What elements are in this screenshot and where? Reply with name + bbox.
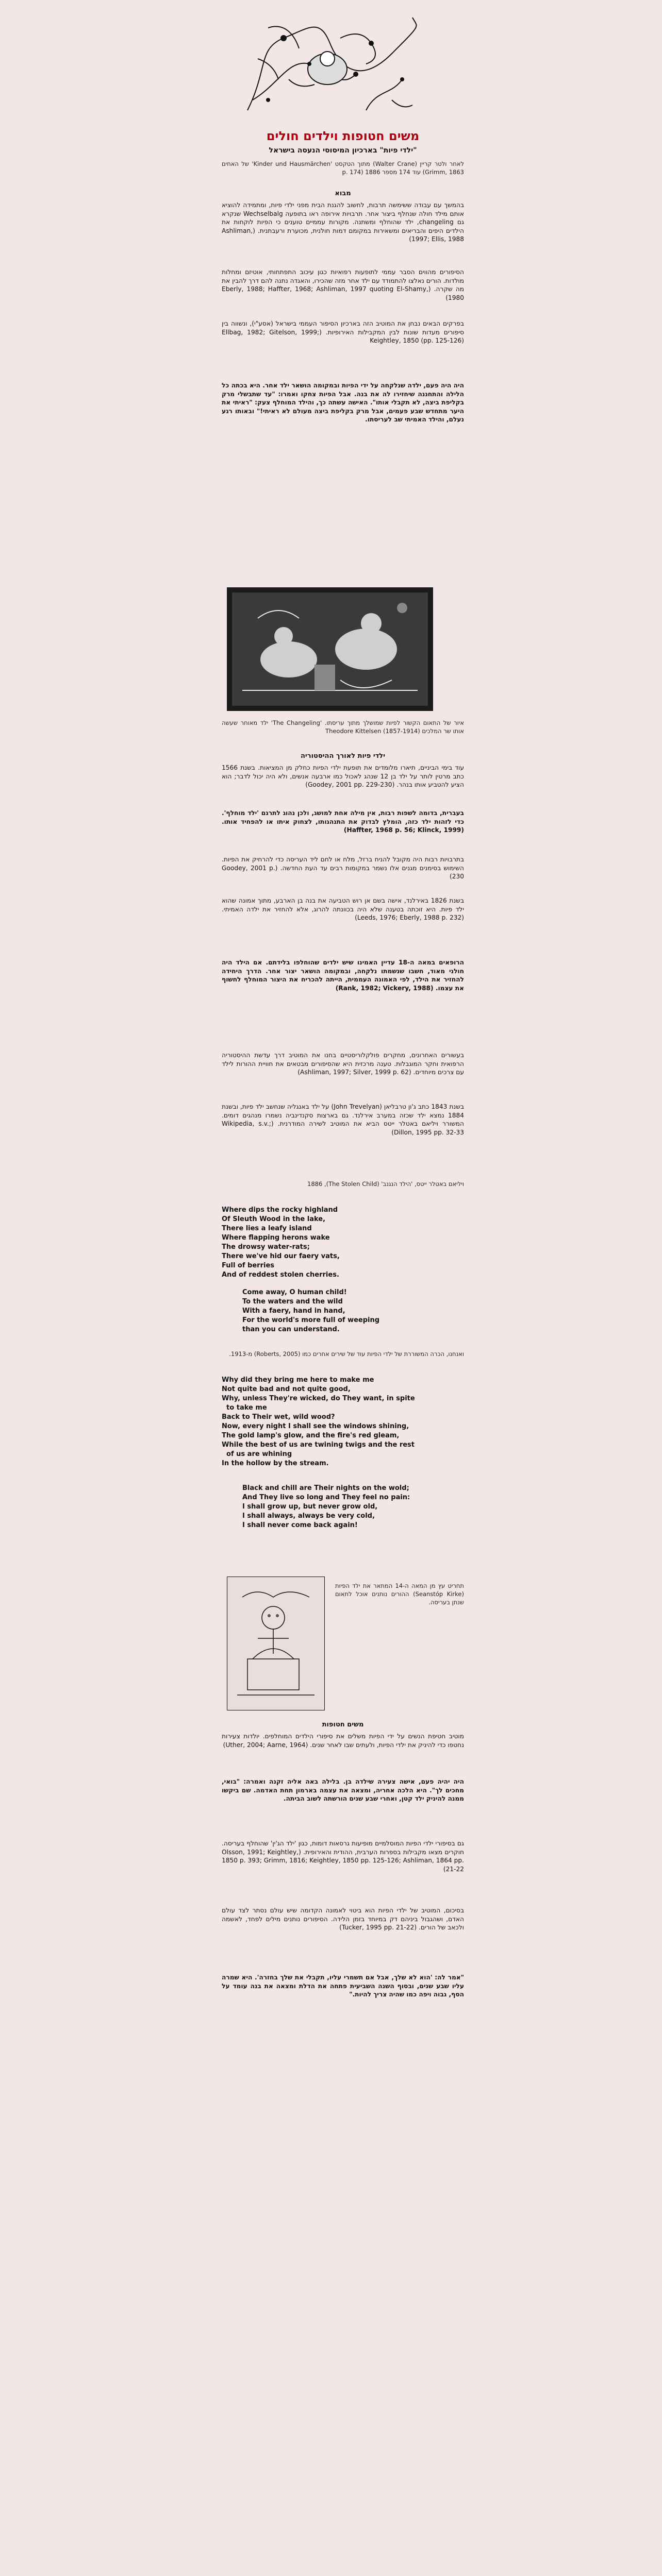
woodcut-illustration	[227, 1577, 325, 1710]
poem-2-line: Back to Their wet, wild wood?	[222, 1413, 335, 1421]
research-paragraph-2: בשנת 1843 כתב ג'ון טרבליאן (John Trevelyan) על ילד באנגליה שנחשב ילד פיות, ובשנת 1884 נמצא ילד שכזה במערב אירלנד. גם בארצות סקנדינביה נשמרו מנהגים דומים. המשורר ויליאם באטלר ייטס הביא את המוטיב לשירה המודרנית. (Wikipedia, s.v.; Dillon, 1995 pp. 32-33)	[222, 1103, 465, 1136]
poem-2-line: Why did they bring me here to make me	[222, 1376, 374, 1384]
comparison-paragraph-2: בסיכום, המוטיב של ילדי הפיות הוא ביטוי לאמונה הקדומה שיש עולם נסתר לצד עולם האדם, ושהגבול ביניהם דק במיוחד בזמן הלידה. הסיפורים נותנים מילים לפחד, לאשמה ולכאב של הורים. (Tucker, 1995 pp. 21-22)	[222, 1907, 464, 1931]
poem-2-stanza	[222, 1376, 464, 1468]
poem-2-refrain-line: I shall never come back again!	[242, 1521, 358, 1529]
poem-2-refrain-line: And They live so long and They feel no pain:	[242, 1494, 410, 1501]
research-paragraph-1: בעשורים האחרונים, מחקרים פולקלוריסטיים בחנו את המוטיב דרך עדשת ההיסטוריה הרפואית וחקר המוגבלות. טענה מרכזית היא שהסיפורים מבטאים את חוויית ההורות לילד עם צרכים מיוחדים. (Ashliman, 1997; Silver, 1999 p. 62)	[222, 1052, 464, 1076]
poem-1-line: Where dips the rocky highland	[222, 1206, 338, 1214]
history-heading: ילדי פיות לאורך ההיסטוריה	[301, 752, 385, 760]
poem-1-stanza	[222, 1206, 464, 1280]
intro-paragraph-3: בפרקים הבאים נבחן את המוטיב הזה בארכיון הסיפור העממי בישראל (אסע"י), ונשווה בין סיפורים מעדות שונות לבין המקבילות האירופיות. (Ellbag, 1982; Gitelson, 1999; Keightley, 1850 (pp. 125-126)	[222, 320, 464, 344]
poem-2-line: to take me	[222, 1404, 267, 1412]
intro-paragraph-1: בהמשך עם עבודה ששימשה תרבות, לחשוב להגנת הבית מפני ילדי פיות, ומתמידה להוציא אותם מילד חולה שנחלף ביצור אחר. תרבויות אירופה ראו בתופעה Wechselbalg שנקרא גם changeling, ילד שהוחלף ומשתנה. מקורות עממיים טוענים כי הפיות לוקחות את הילדים היפים והבריאים ומשאירות במקומם דמות חולנית, מכוערת ורעבתנית. (Ashliman, 1997; Ellis, 1988)	[222, 201, 464, 243]
intro-paragraph-2: הסיפורים מהווים הסבר עממי לתופעות רפואיות כגון עיכוב התפתחותי, אוטיזם ומחלות מולדות. הורים נאלצו להתמודד עם ילד אחר מזה שהכירו, והאגדה נתנה להם דרך להבין את מה שקרה. (Eberly, 1988; Haffter, 1968; Ashliman, 1997 quoting El-Shamy, 1980)	[222, 268, 464, 301]
poem-2-line: Not quite bad and not quite good,	[222, 1385, 351, 1393]
poem-2-line: In the hollow by the stream.	[222, 1460, 329, 1467]
poem-2-line: of us are whining	[222, 1450, 292, 1458]
poem-1-refrain-line: To the waters and the wild	[242, 1298, 343, 1306]
poem-1-refrain-line: For the world's more full of weeping	[242, 1316, 380, 1324]
poem-1-caption: ויליאם באטלר ייטס, 'הילד הנגנב' (The Stolen Child), 1886	[307, 1180, 464, 1188]
quote-1: היה היה פעם, ילדה שנלקחה על ידי הפיות ובמקומה הושאר ילד אחר. היא בכתה כל הלילה והתחננה שיחזירו לה את בנה. אבל הפיות צחקו ואמרו: "עד שתבשלי מרק בקליפת ביצה, לא תקבלי אותו". האישה עשתה כך, והילד המוחלף צעק: "ראיתי את היער מתחדש שבע פעמים, אבל מרק בקליפת ביצה מעולם לא ראיתי!" ובאותו רגע נעלם, והילד האמיתי שב לעריסתו.	[222, 382, 464, 423]
poem-2-line: Why, unless They're wicked, do They want, in spite	[222, 1395, 415, 1402]
history-paragraph-3: בתרבויות רבות היה מקובל להניח ברזל, מלח או לחם ליד העריסה כדי להרחיק את הפיות. השימוש בסימנים מגנים אלו נשמר במקומות רבים עד העת החדשה. (Goodey, 2001 p. 230)	[222, 856, 464, 880]
poem-1-line: Full of berries	[222, 1262, 274, 1269]
changeling-illustration-caption: איור של התאום הקשור לפיות שמושלך מתוך עריסתו. 'The Changeling' ילד מאוחר שעשה אותו שר המלכים (1857-1914) Theodore Kittelsen	[222, 719, 464, 735]
history-paragraph-1: עוד בימי הביניים, תיארו מלומדים את תופעת ילדי הפיות כחלק מן המציאות. בשנת 1566 כתב מרטין לותר על ילד בן 12 שנהג לאכול כמו ארבעה אנשים, ולא היה יכול לדבר; הוא הציע להטביע אותו בנהר. (Goodey, 2001 pp. 229-230)	[222, 764, 464, 788]
history-paragraph-2: בעברית, בדומה לשפות רבות, אין מילה אחת למושג, ולכן נהוג לתרגם 'ילד מוחלף'. כדי לזהות ילד כזה, הומלץ לבדוק את התנהגותו, לצחוק איתו או להפחיד אותו. (Haffter, 1968 p. 56; Klinck, 1999)	[222, 809, 464, 834]
women-heading: משים חטופות	[322, 1721, 364, 1728]
poem-1-line: Of Sleuth Wood in the lake,	[222, 1215, 326, 1223]
poem-2-refrain-line: I shall always, always be very cold,	[242, 1512, 375, 1520]
page-subtitle: "ילדי פיות" בארכיון המיסוסי הנעסה בישראל	[269, 146, 417, 155]
poem-2-refrain-line: I shall grow up, but never grow old,	[242, 1503, 378, 1511]
women-paragraph-1: מוטיב חטיפת הנשים על ידי הפיות משלים את סיפורי הילדים המוחלפים. יולדות צעירות נחטפו כדי להיניק את ילדי הפיות, ולעתים שבו לאחר שנים. (Uther, 2004; Aarne, 1964)	[222, 1733, 464, 1749]
poem-2-refrain-line: Black and chill are Their nights on the wold;	[242, 1484, 409, 1492]
poem-1-line: The drowsy water-rats;	[222, 1243, 310, 1251]
poem-2-caption: ואנחנו, הכרה המשוררת של ילדי הפיות עוד של שירים אחרים כמו (Roberts, 2005) מ-1913.	[229, 1350, 464, 1358]
poem-1-line: And of reddest stolen cherries.	[222, 1271, 339, 1279]
poem-2-line: The gold lamp's glow, and the fire's red gleam,	[222, 1432, 400, 1439]
poem-2-refrain	[242, 1484, 485, 1530]
header-image-caption: לאחר ולטר קריין (Walter Crane) מתוך הטקסט 'Kinder und Hausmärchen' של האחים Grimm, 1863) עוד 174 מספר 1886 (p. 174	[222, 160, 465, 176]
poem-2-line: Now, every night I shall see the windows shining,	[222, 1422, 409, 1430]
women-paragraph-2: היה יהיה פעם, אישה צעירה שילדה בן. בלילה באה אליה זקנה ואמרה: "בואי, מחכים לך". היא הלכה אחריה, ומצאה את עצמה בארמון תחת האדמה. שם ביקשו ממנה להיניק ילד קטן, ואחרי שבע שנים הורשתה לשוב הביתה.	[222, 1778, 464, 1802]
page-title: משים חטופות וילדים חולים	[266, 129, 420, 143]
poem-1-line: Where flapping herons wake	[222, 1234, 330, 1242]
quote-3: "אמר לה: 'הוא לא שלך, אבל אם תשמרי עליו, תקבלי את שלך בחזרה'. היא שמרה עליו שבע שנים, ובסוף השנה השביעית פתחה את הדלת ומצאה את בנה עומד על הסף, גבוה ויפה כמו שהיה צריך להיות."	[222, 1974, 464, 1998]
woodcut-illustration-caption: תחריט עץ מן המאה ה-14 המתאר את ילד הפיות (Seanstóp Kirke) ההורים נותנים אוכל לתאום שנתן בעריסה.	[335, 1582, 464, 1606]
intro-heading: מבוא	[335, 190, 351, 197]
poem-1-line: There we've hid our faery vats,	[222, 1252, 340, 1260]
poem-1-refrain-line: With a faery, hand in hand,	[242, 1307, 345, 1315]
history-paragraph-4: בשנת 1826 באירלנד, אישה בשם אן רוש הטביעה את בנה בן הארבע, מתוך אמונה שהוא ילד פיות. היא זוכתה בטענה שלא היה בכוונתה להרוג, אלא להחזיר את ילדה האמיתי. (Leeds, 1976; Eberly, 1988 p. 232)	[222, 897, 464, 921]
quote-2: הרופאים במאה ה-18 עדיין האמינו שיש ילדים שהוחלפו בלידתם. אם הילד היה חולני מאוד, חשבו שנשמתו נלקחה, ובמקומה הושאר יצור אחר. הדרך היחידה להחזיר את הילד, לפי האמונה העממית, הייתה להכריח את היצור המוחלף לחשוף את עצמו. (Rank, 1982; Vickery, 1988)	[222, 959, 464, 992]
comparison-paragraph-1: גם בסיפורי ילדי הפיות המוסלמיים מופיעות גרסאות דומות, כגון 'ילד הג'ין' שהוחלף בעריסה. חוקרים מצאו מקבילות בספרות הערבית, ההודית והאירופית. (Olsson, 1991; Keightley, 1850 p. 393; Grimm, 1816; Keightley, 1850 pp. 125-126; Ashliman, 1864 pp. 21-22)	[222, 1840, 464, 1873]
poem-1-refrain-line: Come away, O human child!	[242, 1289, 347, 1296]
header-illustration	[237, 7, 423, 122]
poem-1-line: There lies a leafy island	[222, 1225, 312, 1232]
poem-1-refrain-line: than you can understand.	[242, 1326, 340, 1333]
poem-2-line: While the best of us are twining twigs and the rest	[222, 1441, 415, 1449]
poem-1-refrain	[242, 1288, 485, 1334]
changeling-illustration	[227, 587, 433, 711]
